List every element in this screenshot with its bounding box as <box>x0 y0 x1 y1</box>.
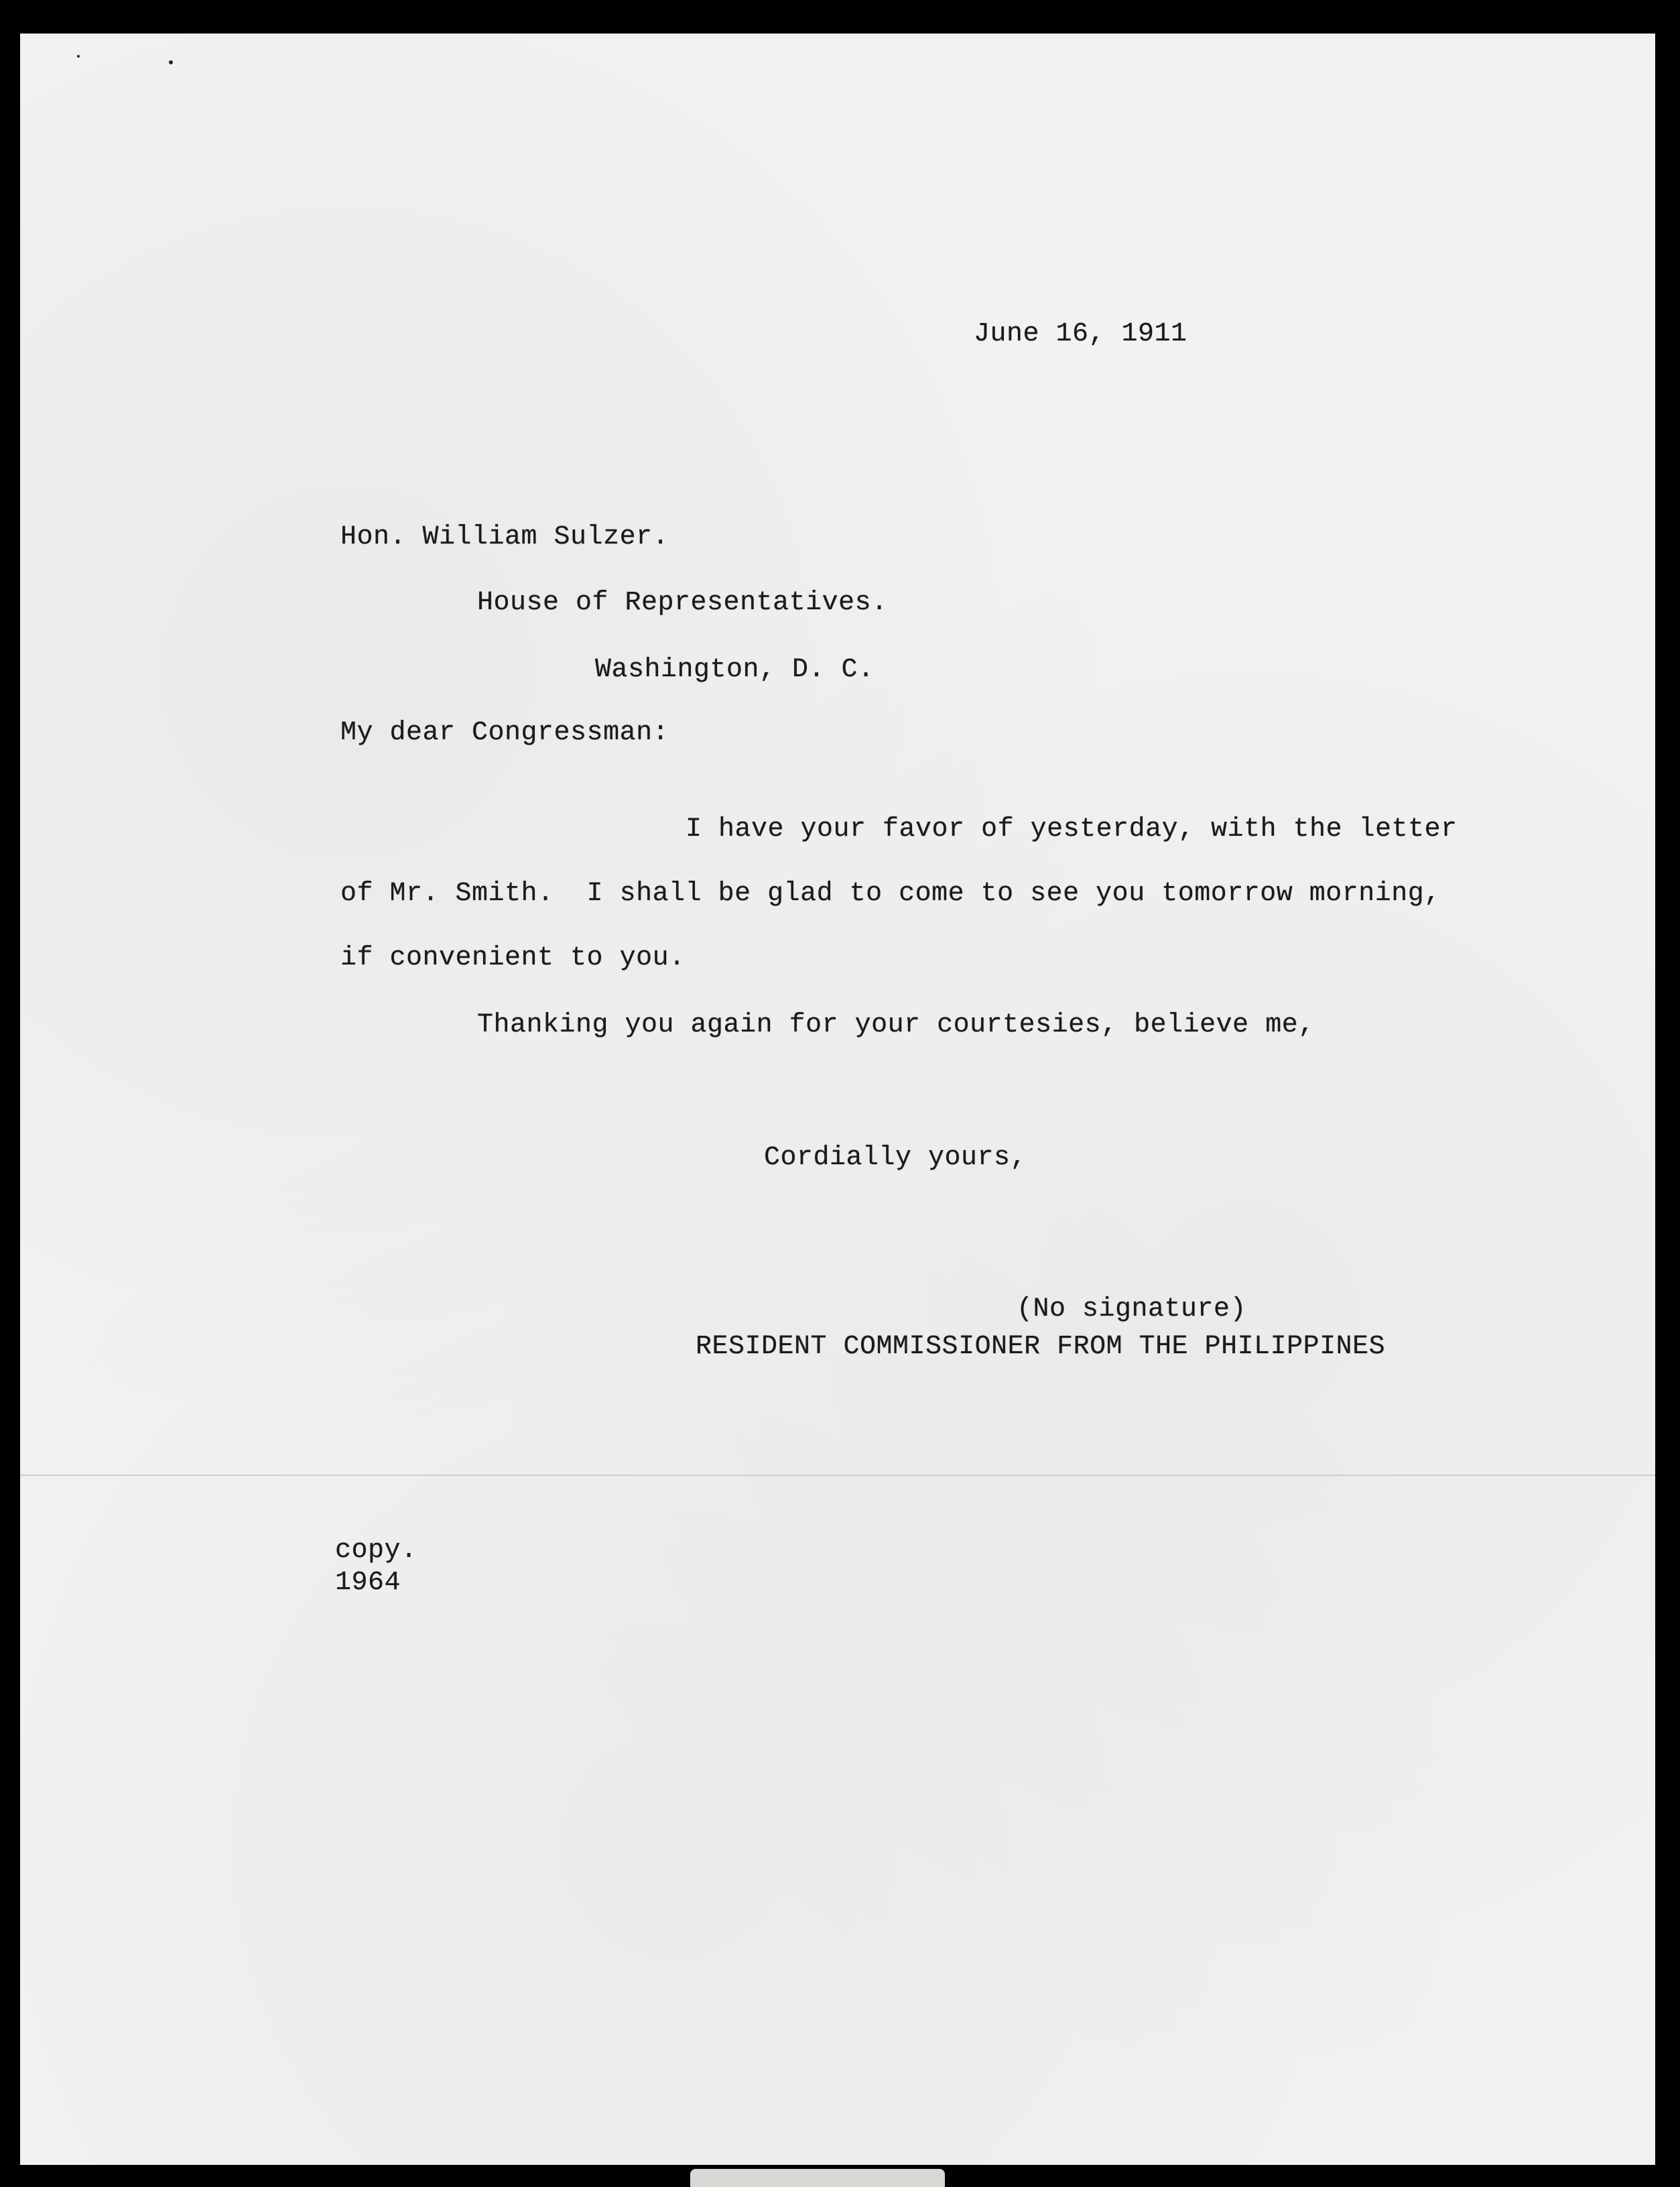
body-line-4: Thanking you again for your courtesies, believe me, <box>477 1010 1315 1040</box>
body-line-3: if convenient to you. <box>340 943 686 973</box>
addressee-org: House of Representatives. <box>477 588 888 618</box>
page-fold-line <box>20 1475 1655 1476</box>
file-number: 1964 <box>335 1568 401 1598</box>
body-line-2: of Mr. Smith. I shall be glad to come to see you tomorrow morning, <box>340 879 1441 909</box>
ink-speck <box>169 60 173 64</box>
closing: Cordially yours, <box>764 1143 1027 1173</box>
letter-date: June 16, 1911 <box>974 319 1187 349</box>
salutation: My dear Congressman: <box>340 718 669 748</box>
ink-speck <box>77 55 80 58</box>
body-line-1: I have your favor of yesterday, with the letter <box>686 814 1458 845</box>
addressee-city: Washington, D. C. <box>595 655 875 685</box>
letter-page <box>20 34 1655 2165</box>
signature-note: (No signature) <box>1017 1294 1247 1324</box>
addressee-name: Hon. William Sulzer. <box>340 522 669 552</box>
signer-title: RESIDENT COMMISSIONER FROM THE PHILIPPINES <box>696 1332 1386 1362</box>
scan-edge-strip <box>690 2169 945 2187</box>
copy-note: copy. <box>335 1536 417 1566</box>
